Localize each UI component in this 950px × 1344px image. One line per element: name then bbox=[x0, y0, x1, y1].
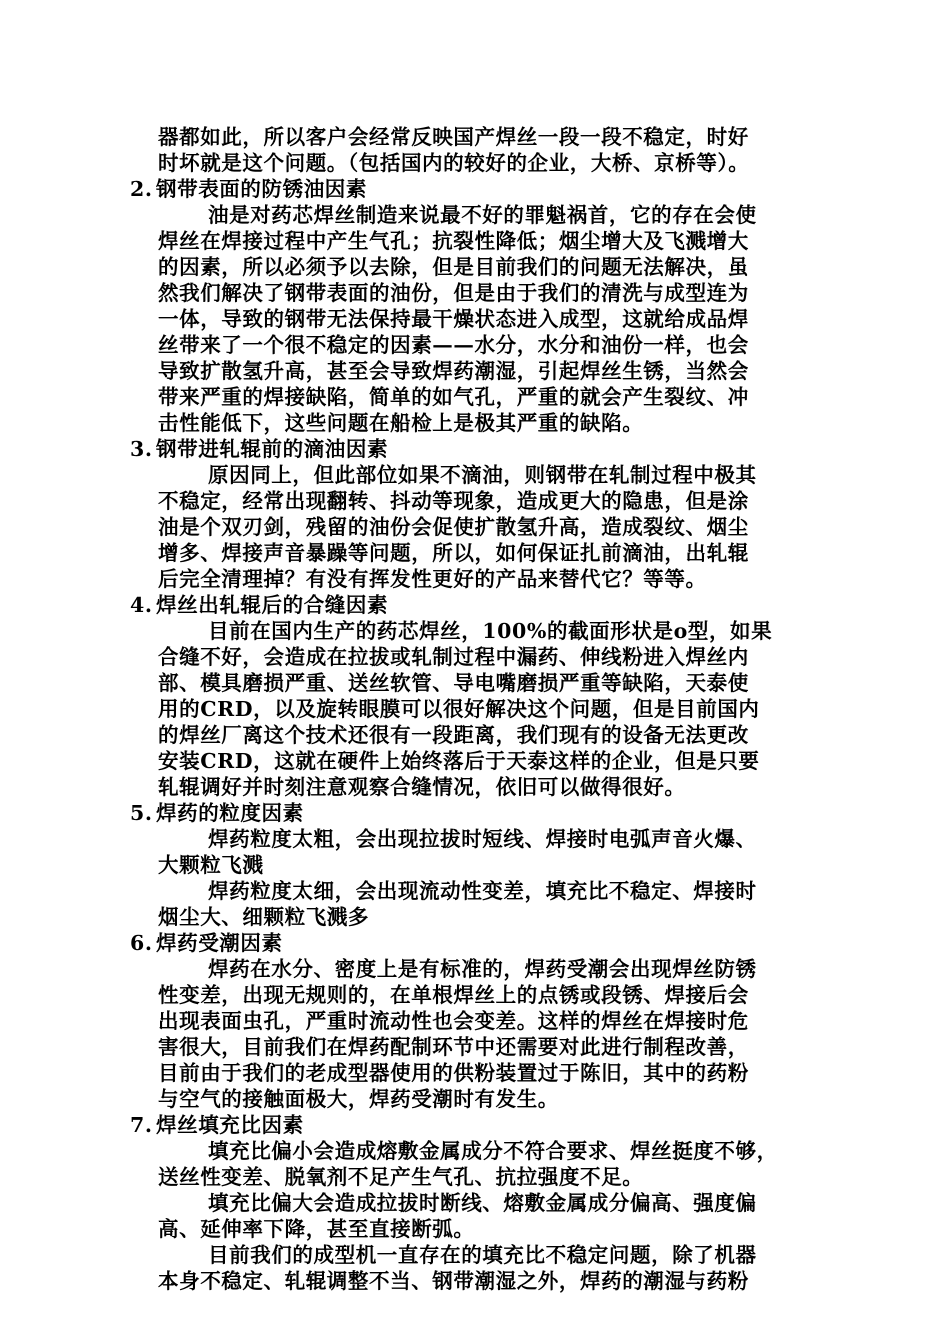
section-2-line-9: 击性能低下，这些问题在船检上是极其严重的缺陷。 bbox=[158, 411, 644, 435]
section-6-line-2: 性变差，出现无规则的，在单根焊丝上的点锈或段锈、焊接后会 bbox=[158, 983, 749, 1007]
section-7-line-1: 填充比偏小会造成熔敷金属成分不符合要求、焊丝挺度不够， bbox=[208, 1139, 778, 1163]
section-4-line-2: 合缝不好，会造成在拉拔或轧制过程中漏药、伸线粉进入焊丝内 bbox=[158, 645, 749, 669]
section-2-line-6: 丝带来了一个很不稳定的因素——水分，水分和油份一样，也会 bbox=[158, 333, 749, 357]
section-3-number: 3. bbox=[130, 437, 153, 461]
section-4-heading bbox=[130, 592, 388, 618]
section-7-line-4: 高、延伸率下降，甚至直接断弧。 bbox=[158, 1217, 475, 1241]
section-4-line-1: 目前在国内生产的药芯焊丝，100%的截面形状是o型，如果 bbox=[208, 619, 773, 643]
section-7-heading bbox=[130, 1112, 304, 1138]
section-4-line-6: 安装CRD，这就在硬件上始终落后于天泰这样的企业，但是只要 bbox=[158, 749, 760, 773]
section-7-number: 7. bbox=[130, 1113, 153, 1137]
section-5-title: 焊药的粒度因素 bbox=[156, 801, 304, 825]
section-7-line-2: 送丝性变差、脱氧剂不足产生气孔、抗拉强度不足。 bbox=[158, 1165, 644, 1189]
section-5-line-1: 焊药粒度太粗，会出现拉拔时短线、焊接时电弧声音火爆、 bbox=[208, 827, 757, 851]
section-2-line-2: 焊丝在焊接过程中产生气孔；抗裂性降低；烟尘增大及飞溅增大 bbox=[158, 229, 749, 253]
section-4-number: 4. bbox=[130, 593, 153, 617]
section-3-line-3: 油是个双刃剑，残留的油份会促使扩散氢升高，造成裂纹、烟尘 bbox=[158, 515, 749, 539]
section-6-heading bbox=[130, 930, 283, 956]
section-4-line-4: 用的CRD，以及旋转眼膜可以很好解决这个问题，但是目前国内 bbox=[158, 697, 760, 721]
section-2-line-7: 导致扩散氢升高，甚至会导致焊药潮湿，引起焊丝生锈，当然会 bbox=[158, 359, 749, 383]
section-5-line-4: 烟尘大、细颗粒飞溅多 bbox=[158, 905, 369, 929]
section-6-title: 焊药受潮因素 bbox=[156, 931, 283, 955]
section-3-line-1: 原因同上，但此部位如果不滴油，则钢带在轧制过程中极其 bbox=[208, 463, 757, 487]
section-6-line-6: 与空气的接触面极大，焊药受潮时有发生。 bbox=[158, 1087, 559, 1111]
section-3-line-4: 增多、焊接声音暴躁等问题，所以，如何保证扎前滴油，出轧辊 bbox=[158, 541, 749, 565]
section-2-line-8: 带来严重的焊接缺陷，简单的如气孔，严重的就会产生裂纹、冲 bbox=[158, 385, 749, 409]
section-2-number: 2. bbox=[130, 177, 153, 201]
section-4-line-7: 轧辊调好并时刻注意观察合缝情况，依旧可以做得很好。 bbox=[158, 775, 686, 799]
section-2-line-1: 油是对药芯焊丝制造来说最不好的罪魁祸首，它的存在会使 bbox=[208, 203, 757, 227]
section-2-line-5: 一体，导致的钢带无法保持最干燥状态进入成型，这就给成品焊 bbox=[158, 307, 749, 331]
section-2-title: 钢带表面的防锈油因素 bbox=[156, 177, 367, 201]
section-5-number: 5. bbox=[130, 801, 153, 825]
section-6-line-5: 目前由于我们的老成型器使用的供粉装置过于陈旧，其中的药粉 bbox=[158, 1061, 749, 1085]
section-6-line-3: 出现表面虫孔，严重时流动性也会变差。这样的焊丝在焊接时危 bbox=[158, 1009, 749, 1033]
section-5-line-2: 大颗粒飞溅 bbox=[158, 853, 264, 877]
intro-line-2: 时坏就是这个问题。（包括国内的较好的企业，大桥、京桥等）。 bbox=[158, 151, 750, 175]
section-7-line-5: 目前我们的成型机一直存在的填充比不稳定问题，除了机器 bbox=[208, 1243, 757, 1267]
section-5-heading bbox=[130, 800, 304, 826]
section-4-line-5: 的焊丝厂离这个技术还很有一段距离，我们现有的设备无法更改 bbox=[158, 723, 749, 747]
section-6-number: 6. bbox=[130, 931, 153, 955]
intro-line-1: 器都如此，所以客户会经常反映国产焊丝一段一段不稳定，时好 bbox=[158, 125, 749, 149]
section-7-line-3: 填充比偏大会造成拉拔时断线、熔敷金属成分偏高、强度偏 bbox=[208, 1191, 757, 1215]
section-6-line-4: 害很大，目前我们在焊药配制环节中还需要对此进行制程改善， bbox=[158, 1035, 749, 1059]
section-3-heading bbox=[130, 436, 388, 462]
section-3-line-5: 后完全清理掉？有没有挥发性更好的产品来替代它？等等。 bbox=[158, 567, 707, 591]
section-5-line-3: 焊药粒度太细，会出现流动性变差，填充比不稳定、焊接时 bbox=[208, 879, 757, 903]
section-4-line-3: 部、模具磨损严重、送丝软管、导电嘴磨损严重等缺陷，天泰使 bbox=[158, 671, 749, 695]
section-3-title: 钢带进轧辊前的滴油因素 bbox=[156, 437, 389, 461]
section-2-heading bbox=[130, 176, 367, 202]
section-7-title: 焊丝填充比因素 bbox=[156, 1113, 304, 1137]
section-6-line-1: 焊药在水分、密度上是有标准的，焊药受潮会出现焊丝防锈 bbox=[208, 957, 757, 981]
section-3-line-2: 不稳定，经常出现翻转、抖动等现象，造成更大的隐患，但是涂 bbox=[158, 489, 749, 513]
section-7-line-6: 本身不稳定、轧辊调整不当、钢带潮湿之外，焊药的潮湿与药粉 bbox=[158, 1269, 749, 1293]
section-4-title: 焊丝出轧辊后的合缝因素 bbox=[156, 593, 389, 617]
section-2-line-4: 然我们解决了钢带表面的油份，但是由于我们的清洗与成型连为 bbox=[158, 281, 749, 305]
section-2-line-3: 的因素，所以必须予以去除，但是目前我们的问题无法解决，虽 bbox=[158, 255, 749, 279]
